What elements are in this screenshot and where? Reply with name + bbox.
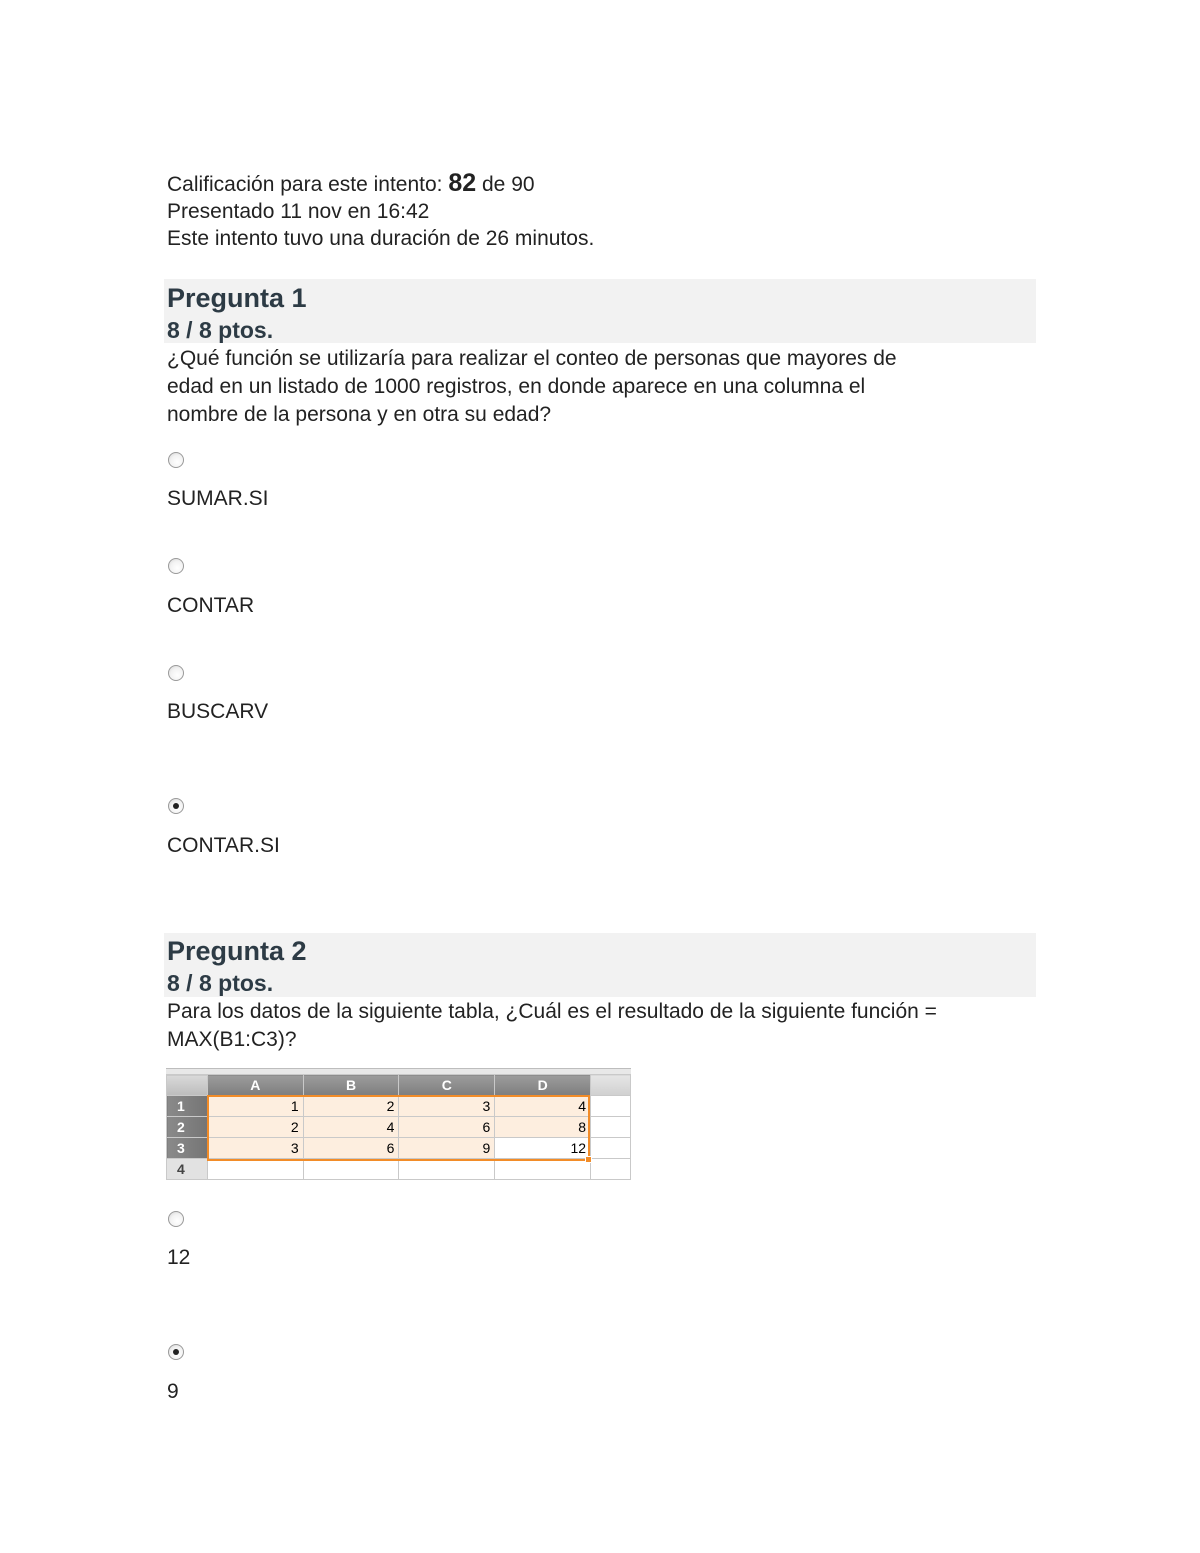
option-radio-contar[interactable] <box>168 558 184 574</box>
question-1-points: 8 / 8 ptos. <box>167 317 274 343</box>
spreadsheet-image <box>166 1068 631 1184</box>
column-header: C <box>399 1075 495 1096</box>
question-2-points: 8 / 8 ptos. <box>167 970 274 996</box>
spreadsheet-cell: 4 <box>495 1096 591 1117</box>
spreadsheet-row <box>167 1159 631 1180</box>
row-header: 2 <box>167 1117 208 1138</box>
spreadsheet-cell: 2 <box>207 1117 303 1138</box>
score-total: de 90 <box>482 173 535 196</box>
question-2-title: Pregunta 2 <box>167 936 307 966</box>
spreadsheet-cell: 2 <box>303 1096 399 1117</box>
column-header: D <box>495 1075 591 1096</box>
spreadsheet-row <box>167 1096 631 1117</box>
column-header: A <box>207 1075 303 1096</box>
spreadsheet-cell-empty <box>591 1159 631 1180</box>
spreadsheet-cell: 6 <box>303 1138 399 1159</box>
question-text-line: ¿Qué función se utilizaría para realizar el conteo de personas que mayores de <box>167 347 897 370</box>
spreadsheet-header-row <box>167 1075 631 1096</box>
question-text-line: nombre de la persona y en otra su edad? <box>167 403 552 426</box>
option-label-contar-si: CONTAR.SI <box>167 834 280 857</box>
spreadsheet-cell: 3 <box>207 1138 303 1159</box>
question-2-text <box>167 998 1017 1054</box>
question-text-line: edad en un listado de 1000 registros, en donde aparece en una columna el <box>167 375 866 398</box>
spreadsheet-cell: 8 <box>495 1117 591 1138</box>
column-header: B <box>303 1075 399 1096</box>
spreadsheet-cell-empty <box>591 1138 631 1159</box>
score-label: Calificación para este intento: <box>167 173 443 196</box>
question-1-title: Pregunta 1 <box>167 283 307 313</box>
question-1-text <box>167 345 1017 429</box>
score-value: 82 <box>448 169 477 197</box>
row-header: 4 <box>167 1159 208 1180</box>
spreadsheet-cell <box>495 1159 591 1180</box>
spreadsheet-row <box>167 1138 631 1159</box>
option-radio-buscarv[interactable] <box>168 665 184 681</box>
option-label-12: 12 <box>167 1246 191 1269</box>
spreadsheet-grid <box>166 1074 631 1180</box>
spreadsheet-cell-empty <box>591 1117 631 1138</box>
spreadsheet-cell <box>303 1159 399 1180</box>
option-radio-12[interactable] <box>168 1211 184 1227</box>
spreadsheet-cell-empty <box>591 1096 631 1117</box>
option-radio-contar-si[interactable] <box>168 798 184 814</box>
column-header-empty <box>591 1075 631 1096</box>
duration-text: Este intento tuvo una duración de 26 minutos. <box>167 227 595 250</box>
submitted-text: Presentado 11 nov en 16:42 <box>167 200 430 223</box>
spreadsheet-cell: 3 <box>399 1096 495 1117</box>
spreadsheet-cell: 9 <box>399 1138 495 1159</box>
spreadsheet-row <box>167 1117 631 1138</box>
option-radio-sumar-si[interactable] <box>168 452 184 468</box>
option-label-sumar-si: SUMAR.SI <box>167 487 269 510</box>
row-header: 1 <box>167 1096 208 1117</box>
question-text-line: Para los datos de la siguiente tabla, ¿Cuál es el resultado de la siguiente función = <box>167 1000 937 1023</box>
option-label-9: 9 <box>167 1380 179 1403</box>
spreadsheet-cell <box>399 1159 495 1180</box>
question-text-line: MAX(B1:C3)? <box>167 1028 297 1051</box>
option-label-contar: CONTAR <box>167 594 255 617</box>
row-header: 3 <box>167 1138 208 1159</box>
spreadsheet-cell: 6 <box>399 1117 495 1138</box>
option-radio-9[interactable] <box>168 1344 184 1360</box>
spreadsheet-cell: 12 <box>495 1138 591 1159</box>
spreadsheet-cell: 1 <box>207 1096 303 1117</box>
option-label-buscarv: BUSCARV <box>167 700 269 723</box>
selection-fill-handle <box>585 1156 592 1163</box>
spreadsheet-cell: 4 <box>303 1117 399 1138</box>
score-line <box>167 169 535 199</box>
spreadsheet-cell <box>207 1159 303 1180</box>
spreadsheet-corner <box>167 1075 208 1096</box>
